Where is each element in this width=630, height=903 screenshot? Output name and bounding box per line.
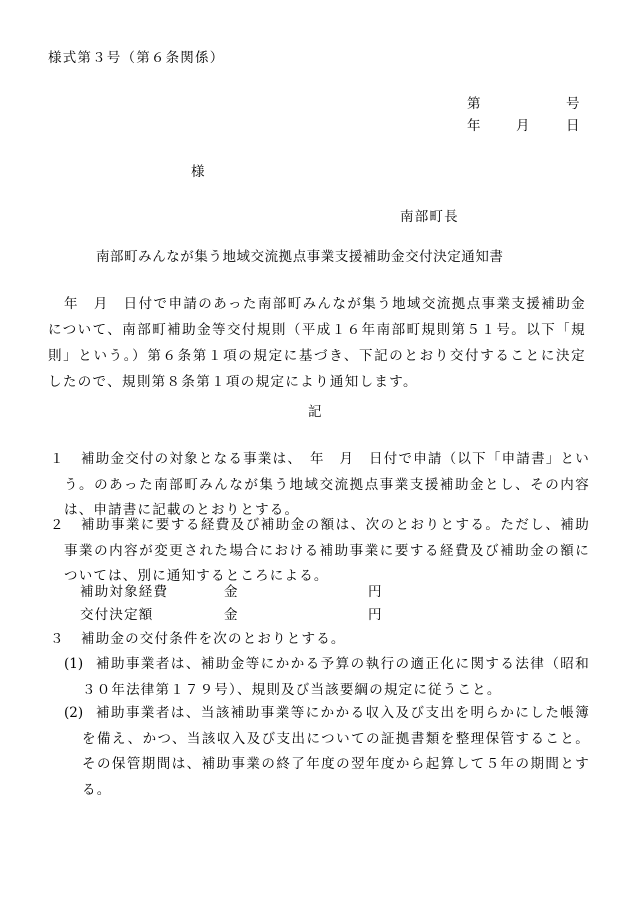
intro-paragraph: 年 月 日付で申請のあった南部町みんなが集う地域交流拠点事業支援補助金について、南部町補助金等交付規則（平成１６年南部町規則第５１号。以下「規則」という。）第６条第１項の規定に基づき、下記のとおり交付することに決定したので、規則第８条第１項の規定により通知します。 xyxy=(48,296,586,390)
doc-number-suffix: 号 xyxy=(566,96,580,112)
subitem-text: 補助事業者は、当該補助事業等にかかる収入及び支出を明らかにした帳簿を備え、かつ、当該収入及び支出についての証拠書類を整理保管すること。その保管期間は、補助事業の終了年度の翌年度から起算して５年の期間とする。 xyxy=(82,705,590,798)
date-year: 年 xyxy=(467,118,481,134)
sub-list-item xyxy=(64,701,590,805)
item-text: 補助事業に要する経費及び補助金の額は、次のとおりとする。ただし、補助事業の内容が変更された場合における補助事業に要する経費及び補助金の額については、別に通知するところによる。 xyxy=(64,517,590,584)
date-month: 月 xyxy=(516,118,530,134)
addressee-suffix: 様 xyxy=(191,164,205,180)
amount-kin: 金 xyxy=(224,607,238,623)
form-label: 様式第３号（第６条関係） xyxy=(48,50,225,66)
amount-kin: 金 xyxy=(224,584,238,600)
document-title: 南部町みんなが集う地域交流拠点事業支援補助金交付決定通知書 xyxy=(96,249,504,265)
subitem-number: (2) xyxy=(64,705,84,721)
date-day: 日 xyxy=(566,118,580,134)
doc-number-prefix: 第 xyxy=(467,96,481,112)
list-item xyxy=(50,627,590,653)
item-text: 補助金の交付条件を次のとおりとする。 xyxy=(81,631,346,647)
item-number: ２ xyxy=(50,517,64,533)
subitem-text: 補助事業者は、補助金等にかかる予算の執行の適正化に関する法律（昭和３０年法律第１７９号）、規則及び当該要綱の規定に従うこと。 xyxy=(82,656,590,698)
ki-heading: 記 xyxy=(308,404,322,420)
list-item xyxy=(50,513,590,593)
sub-list-item xyxy=(64,652,590,704)
amount-yen: 円 xyxy=(368,584,382,600)
amount-yen: 円 xyxy=(368,607,382,623)
subitem-number: (1) xyxy=(64,656,84,672)
sender-name: 南部町長 xyxy=(400,209,459,225)
item-number: ３ xyxy=(50,631,64,647)
amount-label: 交付決定額 xyxy=(80,607,154,623)
item-number: １ xyxy=(50,451,64,467)
item-text: 補助金交付の対象となる事業は、 年 月 日付で申請（以下「申請書」という。のあった南部町みんなが集う地域交流拠点事業支援補助金とし、その内容は、申請書に記載のとおりとする。 xyxy=(64,451,590,518)
amount-label: 補助対象経費 xyxy=(80,584,169,600)
